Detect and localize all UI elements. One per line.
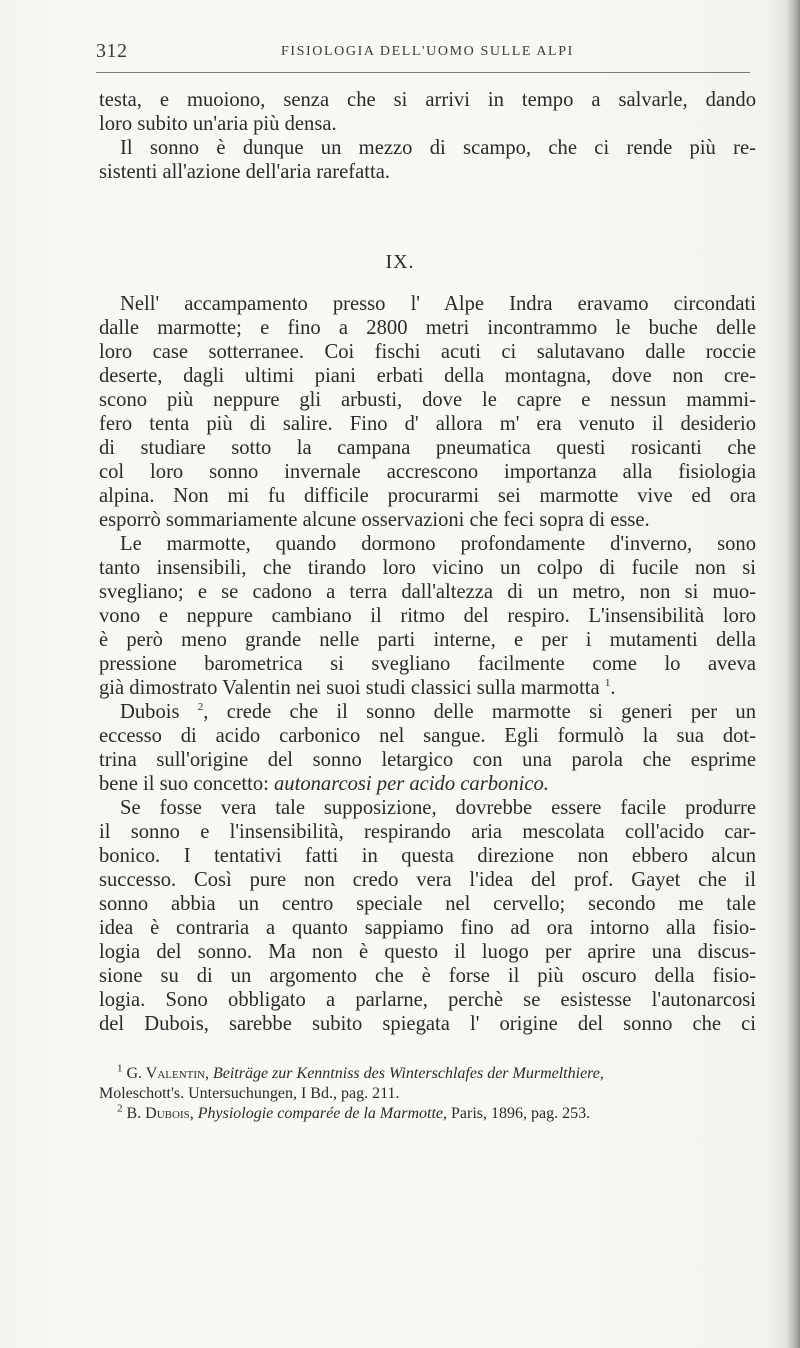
text-line: sonno abbia un centro speciale nel cervello; secondo me tale [99,893,756,915]
text-line: Nell' accampamento presso l' Alpe Indra eravamo circondati [120,293,756,315]
text-line: vono e neppure cambiano il ritmo del respiro. L'insensibilità loro [99,605,756,627]
header-rule [96,72,750,73]
text-line: di studiare sotto la campana pneumatica questi rosicanti che [99,437,756,459]
text-line: Le marmotte, quando dormono profondamente d'inverno, sono [120,533,756,555]
paragraph-supposition [99,796,756,1036]
footnote-1: $^1$ G. Valentin, Beiträge zur Kenntniss des Winterschlafes der Murmelthiere, [117,1062,604,1082]
footnote-mark: 1 [117,1062,123,1075]
text-line: eccesso di acido carbonico nel sangue. Egli formulò la sua dot- [99,725,756,747]
section-heading: IX. [385,251,415,273]
text-line: deserte, dagli ultimi piani erbati della montagna, dove non cre- [99,365,756,387]
text-line: pressione barometrica si svegliano facilmente come lo aveva [99,653,756,675]
text-fragment: bene il suo concetto: [99,773,274,795]
text-line: Il sonno è dunque un mezzo di scampo, che ci rende più re- [120,137,756,159]
text-line: logia. Sono obbligato a parlarne, perchè se esistesse l'autonarcosi [99,989,756,1011]
footnote-text: Moleschott's. Untersuchungen, I Bd., pag. 211. [99,1085,400,1102]
text-line: loro case sotterranee. Coi fischi acuti ci salutavano dalle roccie [99,341,756,363]
footnote-ref-2: 2 [197,701,204,714]
text-line: è però meno grande nelle parti interne, e per i mutamenti della [99,629,756,651]
running-head: FISIOLOGIA DELL'UOMO SULLE ALPI [281,44,574,59]
footnote-author: B. Dubois [126,1105,190,1122]
footnote-text: , [599,1065,604,1082]
footnote-1-continuation [99,1084,756,1104]
page-header [96,36,756,70]
footnote-author: G. Valentin [126,1065,205,1082]
text-line: esporrò sommariamente alcune osservazioni che feci sopra di esse. [99,509,650,531]
text-line: sistenti all'azione dell'aria rarefatta. [99,161,391,183]
footnote-title: Physiologie comparée de la Marmotte [197,1105,444,1122]
text-line [99,676,756,700]
text-line: bonico. I tentativi fatti in questa direzione non ebbero alcun [99,845,756,867]
italic-phrase: autonarcosi per acido carbonico. [274,773,549,795]
text-line: il sonno e l'insensibilità, respirando aria mescolata coll'acido car- [99,821,756,843]
paragraph-continuation [99,88,756,136]
footnote-title: Beiträge zur Kenntniss des Winterschlafes der Murmelthiere [212,1065,600,1082]
paragraph-marmots-camp [99,292,756,532]
text-line [99,700,756,724]
text-fragment: . [610,677,616,699]
text-line: Se fosse vera tale supposizione, dovrebbe essere facile produrre [120,797,756,819]
paragraph-dubois [99,700,756,796]
paragraph-conclusion [99,136,756,184]
text-line: loro subito un'aria più densa. [99,113,337,135]
text-fragment: Dubois [120,701,180,723]
page-number: 312 [96,40,128,62]
text-line: trina sull'origine del sonno letargico con una parola che esprime [99,749,756,771]
text-line: tanto insensibili, che tirando loro vicino un colpo di fucile non si [99,557,756,579]
text-line: sione su di un argomento che è forse il più oscuro della fisio- [99,965,756,987]
text-fragment: , crede che il sonno delle marmotte si generi per un [203,701,756,723]
text-line: logia del sonno. Ma non è questo il luogo per aprire una discus- [99,941,756,963]
text-line: dalle marmotte; e fino a 2800 metri incontrammo le buche delle [99,317,756,339]
page-edge-shadow [786,0,800,1348]
text-line: testa, e muoiono, senza che si arrivi in tempo a salvarle, dando [99,89,756,111]
paragraph-insensibility [99,532,756,700]
text-line: successo. Così pure non credo vera l'idea del prof. Gayet che il [99,869,756,891]
footnote-text: , Paris, 1896, pag. 253. [443,1105,591,1122]
text-fragment: già dimostrato Valentin nei suoi studi classici sulla marmotta [99,677,600,699]
footnote-ref-1: 1 [604,677,611,690]
text-line: del Dubois, sarebbe subito spiegata l' origine del sonno che ci [99,1013,756,1035]
text-line: idea è contraria a quanto sappiamo fino ad ora intorno alla fisio- [99,917,756,939]
text-line: fero tenta più di salire. Fino d' allora m' era venuto il desiderio [99,413,756,435]
footnote-2: $^2$ B. Dubois, Physiologie comparée de la Marmotte, Paris, 1896, pag. 253. [117,1102,591,1122]
text-line: alpina. Non mi fu difficile procurarmi sei marmotte vive ed ora [99,485,756,507]
footnote-mark: 2 [117,1102,123,1115]
text-line [99,772,756,796]
text-line: scono più neppure gli arbusti, dove le capre e nessun mammi- [99,389,756,411]
text-line: col loro sonno invernale accrescono importanza alla fisiologia [99,461,756,483]
text-line: svegliano; e se cadono a terra dall'altezza di un metro, non si muo- [99,581,756,603]
